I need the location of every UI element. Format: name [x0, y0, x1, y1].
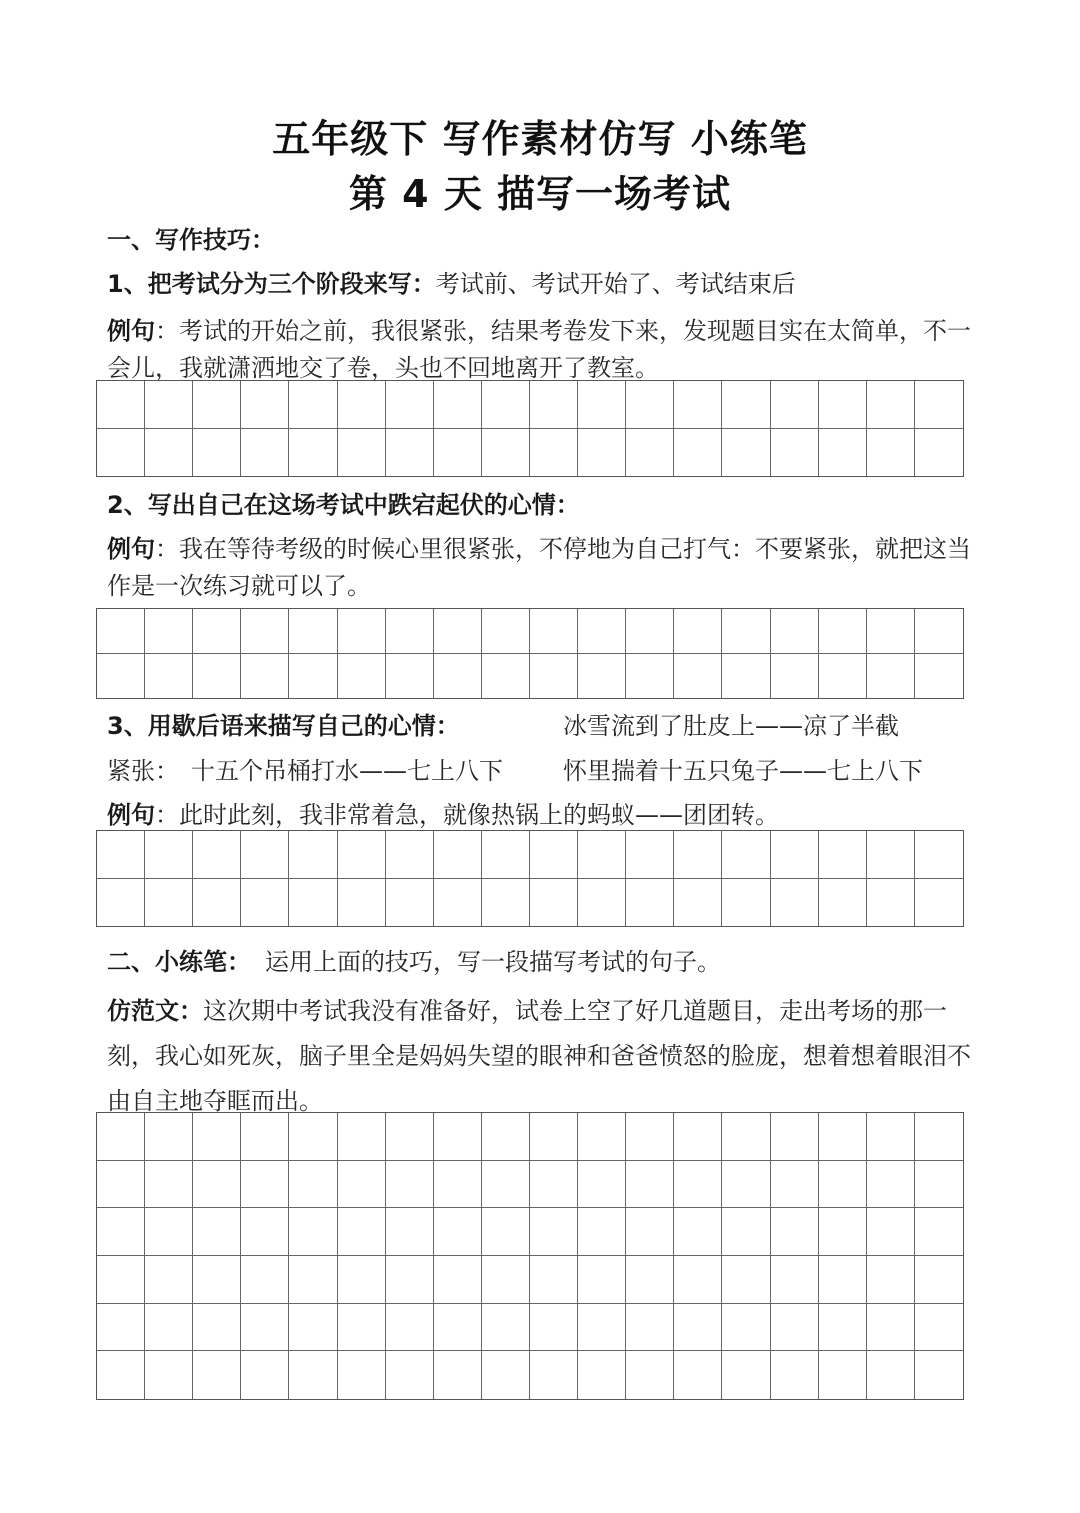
- grid-cell[interactable]: [97, 1256, 145, 1304]
- grid-cell[interactable]: [289, 1161, 337, 1209]
- grid-cell[interactable]: [819, 429, 867, 477]
- grid-cell[interactable]: [674, 1113, 722, 1161]
- grid-cell[interactable]: [482, 1256, 530, 1304]
- page-subtitle: 第 4 天 描写一场考试: [348, 172, 732, 216]
- grid-cell[interactable]: [578, 1256, 626, 1304]
- grid-cell[interactable]: [578, 1161, 626, 1209]
- grid-cell[interactable]: [578, 1208, 626, 1256]
- tip3-label: 3、用歇后语来描写自己的心情：: [107, 712, 460, 740]
- grid-cell[interactable]: [241, 381, 289, 429]
- grid-cell[interactable]: [482, 1351, 530, 1399]
- grid-cell[interactable]: [386, 1256, 434, 1304]
- grid-cell[interactable]: [867, 1351, 915, 1399]
- grid-cell[interactable]: [482, 879, 530, 927]
- grid-cell[interactable]: [482, 381, 530, 429]
- grid-cell[interactable]: [626, 1256, 674, 1304]
- grid-cell[interactable]: [915, 879, 963, 927]
- grid-cell[interactable]: [578, 1304, 626, 1352]
- grid-cell[interactable]: [578, 831, 626, 879]
- grid-cell[interactable]: [241, 831, 289, 879]
- grid-cell[interactable]: [626, 429, 674, 477]
- grid-cell[interactable]: [193, 654, 241, 699]
- grid-cell[interactable]: [97, 1113, 145, 1161]
- grid-cell[interactable]: [289, 1256, 337, 1304]
- tip3-example: [107, 797, 987, 833]
- grid-cell[interactable]: [434, 1113, 482, 1161]
- grid-cell[interactable]: [434, 381, 482, 429]
- grid-cell[interactable]: [482, 429, 530, 477]
- model-label: 仿范文：: [107, 997, 203, 1025]
- grid-cell[interactable]: [771, 1304, 819, 1352]
- grid-cell[interactable]: [97, 429, 145, 477]
- grid-cell[interactable]: [434, 1351, 482, 1399]
- grid-cell[interactable]: [915, 1161, 963, 1209]
- grid-cell[interactable]: [578, 381, 626, 429]
- grid-cell[interactable]: [819, 831, 867, 879]
- grid-cell[interactable]: [145, 1304, 193, 1352]
- grid-cell[interactable]: [241, 879, 289, 927]
- grid-cell[interactable]: [338, 429, 386, 477]
- grid-cell[interactable]: [97, 1304, 145, 1352]
- grid-cell[interactable]: [578, 609, 626, 654]
- grid-cell[interactable]: [241, 1256, 289, 1304]
- grid-cell[interactable]: [771, 1208, 819, 1256]
- grid-cell[interactable]: [626, 1161, 674, 1209]
- grid-cell[interactable]: [819, 1256, 867, 1304]
- model-text: 这次期中考试我没有准备好，试卷上空了好几道题目，走出考场的那一刻，我心如死灰，脑子里全是妈妈失望的眼神和爸爸愤怒的脸庞，想着想着眼泪不由自主地夺眶而出。: [107, 997, 971, 1115]
- writing-grid-1[interactable]: [96, 380, 964, 477]
- grid-cell[interactable]: [771, 381, 819, 429]
- grid-cell[interactable]: [867, 1256, 915, 1304]
- grid-cell[interactable]: [386, 1351, 434, 1399]
- grid-cell[interactable]: [578, 654, 626, 699]
- grid-cell[interactable]: [434, 609, 482, 654]
- nervous-label: 紧张：: [107, 757, 179, 785]
- section2-heading: 二、小练笔：: [107, 948, 251, 976]
- grid-cell[interactable]: [241, 1304, 289, 1352]
- grid-cell[interactable]: [819, 879, 867, 927]
- grid-cell[interactable]: [530, 654, 578, 699]
- grid-cell[interactable]: [626, 609, 674, 654]
- grid-cell[interactable]: [145, 1351, 193, 1399]
- grid-cell[interactable]: [97, 879, 145, 927]
- grid-cell[interactable]: [867, 831, 915, 879]
- grid-cell[interactable]: [530, 1351, 578, 1399]
- grid-cell[interactable]: [482, 609, 530, 654]
- grid-cell[interactable]: [241, 1113, 289, 1161]
- grid-cell[interactable]: [289, 1351, 337, 1399]
- grid-cell[interactable]: [241, 429, 289, 477]
- grid-cell[interactable]: [771, 1256, 819, 1304]
- grid-cell[interactable]: [530, 1208, 578, 1256]
- grid-cell[interactable]: [338, 879, 386, 927]
- grid-cell[interactable]: [193, 429, 241, 477]
- grid-cell[interactable]: [578, 1351, 626, 1399]
- grid-cell[interactable]: [145, 429, 193, 477]
- grid-cell[interactable]: [722, 879, 770, 927]
- grid-cell[interactable]: [97, 1161, 145, 1209]
- grid-cell[interactable]: [771, 429, 819, 477]
- tip3-example-label: 例句: [107, 801, 155, 829]
- grid-cell[interactable]: [819, 1113, 867, 1161]
- grid-cell[interactable]: [915, 1113, 963, 1161]
- grid-cell[interactable]: [674, 879, 722, 927]
- section2-instruction: 运用上面的技巧，写一段描写考试的句子。: [265, 948, 721, 976]
- grid-cell[interactable]: [530, 831, 578, 879]
- grid-cell[interactable]: [434, 831, 482, 879]
- idiom-1: 冰雪流到了肚皮上——凉了半截: [563, 712, 899, 740]
- grid-cell[interactable]: [530, 1113, 578, 1161]
- grid-cell[interactable]: [289, 429, 337, 477]
- idiom-3: 怀里揣着十五只兔子——七上八下: [563, 757, 923, 785]
- grid-cell[interactable]: [241, 1208, 289, 1256]
- grid-cell[interactable]: [434, 1208, 482, 1256]
- grid-cell[interactable]: [434, 1256, 482, 1304]
- grid-cell[interactable]: [145, 1256, 193, 1304]
- grid-cell[interactable]: [193, 879, 241, 927]
- grid-cell[interactable]: [241, 609, 289, 654]
- grid-cell[interactable]: [771, 609, 819, 654]
- grid-cell[interactable]: [289, 1208, 337, 1256]
- grid-cell[interactable]: [193, 609, 241, 654]
- grid-cell[interactable]: [193, 381, 241, 429]
- tip1-label: 1、把考试分为三个阶段来写：: [107, 270, 436, 298]
- grid-cell[interactable]: [674, 1256, 722, 1304]
- grid-cell[interactable]: [97, 1208, 145, 1256]
- grid-cell[interactable]: [530, 381, 578, 429]
- grid-cell[interactable]: [674, 381, 722, 429]
- grid-cell[interactable]: [145, 879, 193, 927]
- grid-cell[interactable]: [578, 429, 626, 477]
- grid-cell[interactable]: [386, 1113, 434, 1161]
- grid-cell[interactable]: [915, 831, 963, 879]
- grid-cell[interactable]: [338, 1161, 386, 1209]
- grid-cell[interactable]: [145, 1113, 193, 1161]
- tip1-text: 考试前、考试开始了、考试结束后: [435, 270, 796, 298]
- grid-cell[interactable]: [626, 654, 674, 699]
- grid-cell[interactable]: [241, 654, 289, 699]
- grid-cell[interactable]: [145, 609, 193, 654]
- grid-cell[interactable]: [915, 654, 963, 699]
- grid-cell[interactable]: [145, 831, 193, 879]
- grid-cell[interactable]: [530, 879, 578, 927]
- grid-cell[interactable]: [819, 381, 867, 429]
- grid-cell[interactable]: [674, 609, 722, 654]
- section2-line: [107, 944, 987, 980]
- page-title: 五年级下 写作素材仿写 小练笔: [272, 117, 808, 161]
- grid-cell[interactable]: [482, 1161, 530, 1209]
- grid-cell[interactable]: [626, 1351, 674, 1399]
- grid-cell[interactable]: [145, 1208, 193, 1256]
- grid-cell[interactable]: [386, 1208, 434, 1256]
- grid-cell[interactable]: [97, 381, 145, 429]
- grid-cell[interactable]: [193, 1161, 241, 1209]
- grid-cell[interactable]: [674, 1351, 722, 1399]
- grid-cell[interactable]: [867, 1304, 915, 1352]
- grid-cell[interactable]: [386, 1161, 434, 1209]
- grid-cell[interactable]: [674, 429, 722, 477]
- grid-cell[interactable]: [386, 429, 434, 477]
- grid-cell[interactable]: [482, 1304, 530, 1352]
- grid-cell[interactable]: [819, 1304, 867, 1352]
- grid-cell[interactable]: [867, 609, 915, 654]
- grid-cell[interactable]: [289, 381, 337, 429]
- grid-cell[interactable]: [386, 609, 434, 654]
- grid-cell[interactable]: [289, 609, 337, 654]
- grid-cell[interactable]: [241, 1351, 289, 1399]
- grid-cell[interactable]: [867, 429, 915, 477]
- grid-cell[interactable]: [97, 831, 145, 879]
- grid-cell[interactable]: [97, 1351, 145, 1399]
- grid-cell[interactable]: [626, 381, 674, 429]
- section1-heading: 一、写作技巧：: [107, 226, 275, 254]
- tip3-example-text: ：此时此刻，我非常着急，就像热锅上的蚂蚁——团团转。: [155, 801, 779, 829]
- grid-cell[interactable]: [289, 654, 337, 699]
- grid-cell[interactable]: [338, 609, 386, 654]
- grid-cell[interactable]: [867, 654, 915, 699]
- grid-cell[interactable]: [915, 1351, 963, 1399]
- grid-cell[interactable]: [771, 654, 819, 699]
- grid-cell[interactable]: [482, 654, 530, 699]
- grid-cell[interactable]: [97, 654, 145, 699]
- grid-cell[interactable]: [386, 654, 434, 699]
- grid-cell[interactable]: [771, 879, 819, 927]
- grid-cell[interactable]: [530, 1256, 578, 1304]
- grid-cell[interactable]: [193, 1304, 241, 1352]
- grid-cell[interactable]: [241, 1161, 289, 1209]
- grid-cell[interactable]: [915, 1256, 963, 1304]
- grid-cell[interactable]: [434, 429, 482, 477]
- tip2-example-text: ：我在等待考级的时候心里很紧张，不停地为自己打气：不要紧张，就把这当作是一次练习就可以了。: [107, 535, 971, 600]
- writing-grid-3[interactable]: [96, 830, 964, 927]
- writing-grid-4[interactable]: [96, 1112, 964, 1400]
- grid-cell[interactable]: [915, 609, 963, 654]
- grid-cell[interactable]: [722, 1256, 770, 1304]
- grid-cell[interactable]: [193, 831, 241, 879]
- grid-cell[interactable]: [626, 1208, 674, 1256]
- grid-cell[interactable]: [722, 831, 770, 879]
- grid-cell[interactable]: [530, 429, 578, 477]
- grid-cell[interactable]: [530, 609, 578, 654]
- grid-cell[interactable]: [145, 1161, 193, 1209]
- grid-cell[interactable]: [819, 1351, 867, 1399]
- grid-cell[interactable]: [434, 1161, 482, 1209]
- grid-cell[interactable]: [482, 1113, 530, 1161]
- grid-cell[interactable]: [626, 1113, 674, 1161]
- tip2-example-label: 例句: [107, 535, 155, 563]
- grid-cell[interactable]: [97, 609, 145, 654]
- tip3-line: [107, 708, 987, 744]
- tip2-example: [107, 531, 977, 605]
- grid-cell[interactable]: [193, 1256, 241, 1304]
- grid-cell[interactable]: [626, 879, 674, 927]
- grid-cell[interactable]: [530, 1304, 578, 1352]
- tip1-example: [107, 313, 977, 387]
- grid-cell[interactable]: [145, 654, 193, 699]
- grid-cell[interactable]: [338, 1208, 386, 1256]
- grid-cell[interactable]: [674, 654, 722, 699]
- grid-cell[interactable]: [722, 1113, 770, 1161]
- grid-cell[interactable]: [722, 1161, 770, 1209]
- grid-cell[interactable]: [771, 1161, 819, 1209]
- writing-grid-2[interactable]: [96, 608, 964, 699]
- grid-cell[interactable]: [915, 1208, 963, 1256]
- grid-cell[interactable]: [530, 1161, 578, 1209]
- grid-cell[interactable]: [915, 429, 963, 477]
- grid-cell[interactable]: [386, 831, 434, 879]
- grid-cell[interactable]: [578, 1113, 626, 1161]
- grid-cell[interactable]: [386, 879, 434, 927]
- grid-cell[interactable]: [674, 1208, 722, 1256]
- grid-cell[interactable]: [674, 831, 722, 879]
- nervous-line: [107, 753, 987, 789]
- grid-cell[interactable]: [145, 381, 193, 429]
- grid-cell[interactable]: [386, 381, 434, 429]
- tip1-line: [107, 266, 987, 302]
- grid-cell[interactable]: [338, 381, 386, 429]
- grid-cell[interactable]: [771, 1113, 819, 1161]
- grid-cell[interactable]: [867, 1161, 915, 1209]
- grid-cell[interactable]: [771, 831, 819, 879]
- grid-cell[interactable]: [386, 1304, 434, 1352]
- grid-cell[interactable]: [482, 831, 530, 879]
- grid-cell[interactable]: [674, 1161, 722, 1209]
- grid-cell[interactable]: [674, 1304, 722, 1352]
- tip1-example-label: 例句: [107, 317, 155, 345]
- grid-cell[interactable]: [578, 879, 626, 927]
- idiom-2: 十五个吊桶打水——七上八下: [191, 757, 503, 785]
- grid-cell[interactable]: [722, 381, 770, 429]
- grid-cell[interactable]: [289, 1304, 337, 1352]
- grid-cell[interactable]: [434, 879, 482, 927]
- grid-cell[interactable]: [434, 1304, 482, 1352]
- grid-cell[interactable]: [338, 1304, 386, 1352]
- grid-cell[interactable]: [819, 1161, 867, 1209]
- grid-cell[interactable]: [289, 831, 337, 879]
- grid-cell[interactable]: [867, 381, 915, 429]
- grid-cell[interactable]: [338, 1113, 386, 1161]
- grid-cell[interactable]: [626, 831, 674, 879]
- grid-cell[interactable]: [819, 1208, 867, 1256]
- grid-cell[interactable]: [722, 1304, 770, 1352]
- grid-cell[interactable]: [434, 654, 482, 699]
- model-essay: [107, 989, 977, 1124]
- grid-cell[interactable]: [867, 1113, 915, 1161]
- grid-cell[interactable]: [626, 1304, 674, 1352]
- grid-cell[interactable]: [722, 654, 770, 699]
- grid-cell[interactable]: [771, 1351, 819, 1399]
- grid-cell[interactable]: [193, 1351, 241, 1399]
- grid-cell[interactable]: [289, 1113, 337, 1161]
- grid-cell[interactable]: [338, 831, 386, 879]
- grid-cell[interactable]: [338, 654, 386, 699]
- grid-cell[interactable]: [867, 1208, 915, 1256]
- grid-cell[interactable]: [819, 654, 867, 699]
- grid-cell[interactable]: [915, 1304, 963, 1352]
- grid-cell[interactable]: [289, 879, 337, 927]
- grid-cell[interactable]: [722, 1208, 770, 1256]
- grid-cell[interactable]: [338, 1256, 386, 1304]
- grid-cell[interactable]: [819, 609, 867, 654]
- grid-cell[interactable]: [722, 429, 770, 477]
- grid-cell[interactable]: [722, 609, 770, 654]
- grid-cell[interactable]: [867, 879, 915, 927]
- grid-cell[interactable]: [338, 1351, 386, 1399]
- grid-cell[interactable]: [482, 1208, 530, 1256]
- tip2-label: 2、写出自己在这场考试中跌宕起伏的心情：: [107, 491, 580, 519]
- grid-cell[interactable]: [193, 1208, 241, 1256]
- tip1-example-text: ：考试的开始之前，我很紧张，结果考卷发下来，发现题目实在太简单，不一会儿，我就潇洒地交了卷，头也不回地离开了教室。: [107, 317, 971, 382]
- grid-cell[interactable]: [722, 1351, 770, 1399]
- grid-cell[interactable]: [915, 381, 963, 429]
- grid-cell[interactable]: [193, 1113, 241, 1161]
